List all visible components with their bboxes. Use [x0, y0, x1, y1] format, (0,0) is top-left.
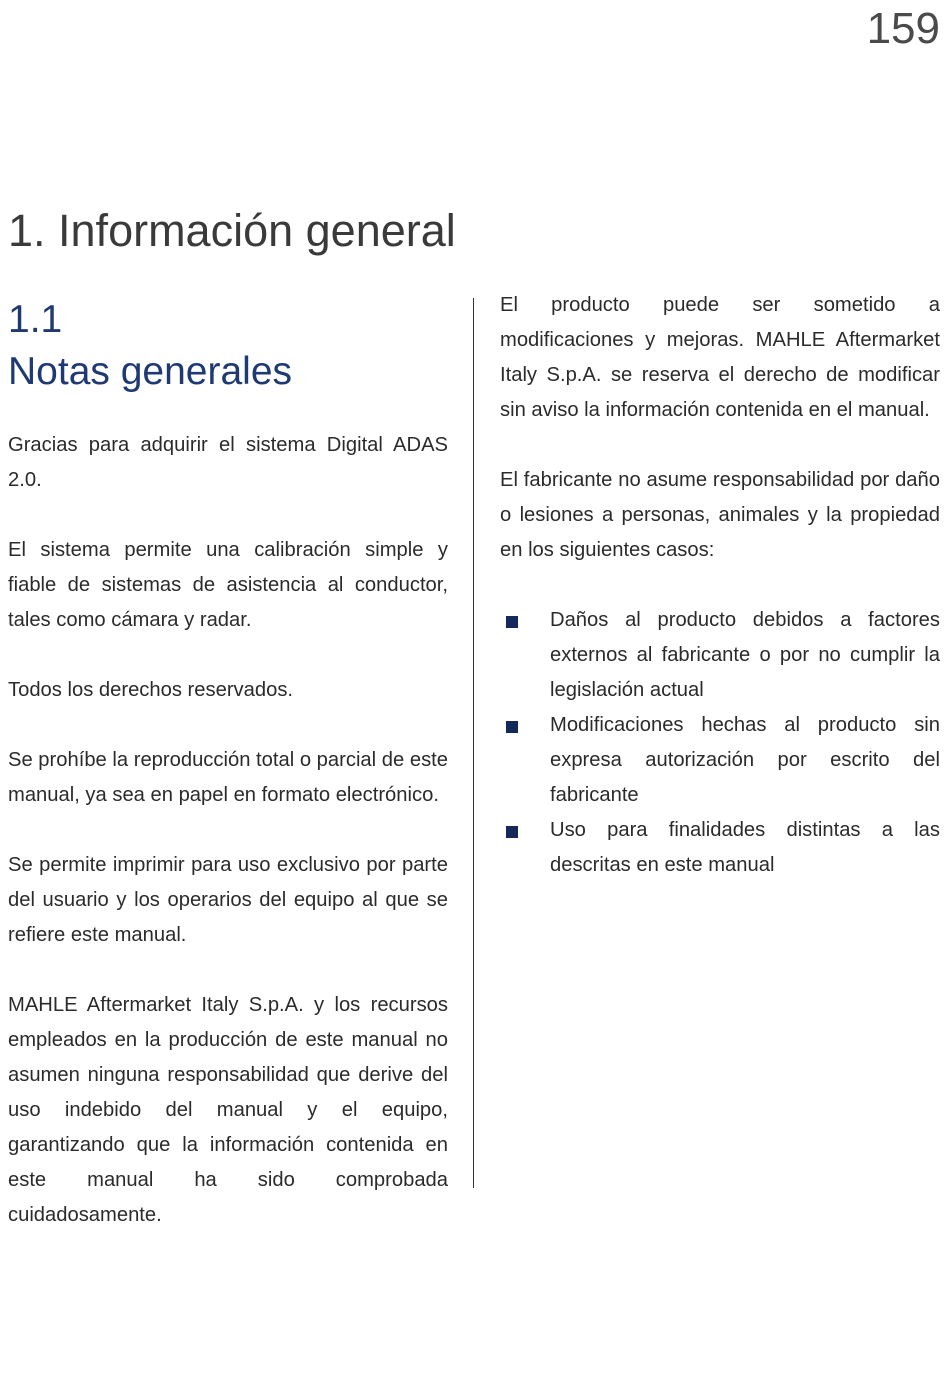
- section-heading: [8, 294, 292, 398]
- chapter-title: 1. Información general: [8, 205, 456, 256]
- section-number: 1.1: [8, 298, 63, 341]
- right-column: [500, 288, 940, 883]
- paragraph-modifications: El producto puede ser sometido a modificaciones y mejoras. MAHLE Aftermarket Italy S.p.A. se reserva el derecho de modificar sin aviso la información contenida en el manual.: [500, 294, 940, 421]
- liability-cases-list: [500, 603, 940, 883]
- paragraph-reproduction-prohibited: Se prohíbe la reproducción total o parcial de este manual, ya sea en papel en formato electrónico.: [8, 749, 448, 806]
- paragraph-printing-permitted: Se permite imprimir para uso exclusivo por parte del usuario y los operarios del equipo al que se refiere este manual.: [8, 854, 448, 946]
- section-title: Notas generales: [8, 350, 293, 393]
- paragraph-liability-disclaimer: MAHLE Aftermarket Italy S.p.A. y los recursos empleados en la producción de este manual no asumen ninguna responsabilidad que derive del uso indebido del manual y el equipo, garantizando que la información contenida en este manual ha sido comprobada cuidadosamente.: [8, 994, 448, 1226]
- list-item-text: Modificaciones hechas al producto sin expresa autorización por escrito del fabricante: [550, 714, 940, 806]
- left-column: [8, 428, 448, 1268]
- list-item-text: Daños al producto debidos a factores externos al fabricante o por no cumplir la legislación actual: [550, 609, 940, 701]
- paragraph-system-description: El sistema permite una calibración simple y fiable de sistemas de asistencia al conductor, tales como cámara y radar.: [8, 539, 448, 631]
- list-item-text: Uso para finalidades distintas a las descritas en este manual: [550, 819, 940, 876]
- list-item: [500, 708, 940, 813]
- list-item: [500, 603, 940, 708]
- square-bullet-icon: [506, 721, 518, 733]
- paragraph-manufacturer-liability: El fabricante no asume responsabilidad por daño o lesiones a personas, animales y la propiedad en los siguientes casos:: [500, 469, 940, 561]
- paragraph-rights-reserved: Todos los derechos reservados.: [8, 679, 294, 701]
- square-bullet-icon: [506, 826, 518, 838]
- column-divider: [473, 298, 474, 1188]
- page-number: 159: [866, 4, 940, 53]
- square-bullet-icon: [506, 616, 518, 628]
- paragraph-thanks: Gracias para adquirir el sistema Digital ADAS 2.0.: [8, 434, 448, 491]
- list-item: [500, 813, 940, 883]
